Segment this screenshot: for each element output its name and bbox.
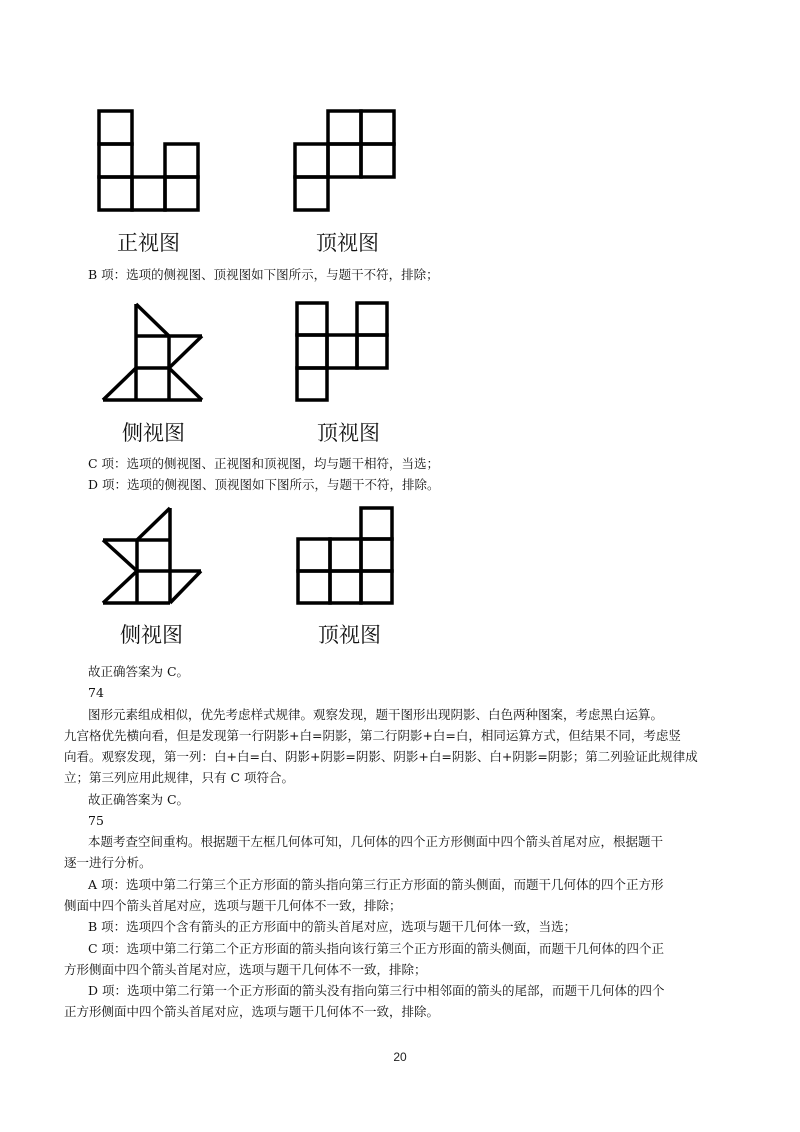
page-number: 20 — [393, 1050, 407, 1064]
d-option-text: D 项：选项的侧视图、顶视图如下图所示，与题干不符，排除。 — [88, 477, 440, 492]
paragraph-line: 本题考查空间重构。根据题干左框几何体可知，几何体的四个正方形侧面中四个箭头首尾对应，根据题干 — [88, 834, 664, 849]
paragraph-line: C 项：选项中第二行第二个正方形面的箭头指向该行第三个正方形面的箭头侧面，而题干几何体的四个正 — [88, 941, 665, 956]
paragraph-line: 图形元素组成相似，优先考虑样式规律。观察发现，题干图形出现阴影、白色两种图案，考虑黑白运算。 — [88, 707, 664, 722]
paragraph-line: B 项：选项四个含有箭头的正方形面中的箭头首尾对应，选项与题干几何体一致，当选； — [88, 919, 577, 934]
paragraph-line: 立；第三列应用此规律，只有 C 项符合。 — [64, 770, 295, 785]
question-number: 75 — [88, 813, 104, 828]
paragraph-line: 向看。观察发现，第一列：白+白=白、阴影+阴影=阴影、阴影+白=阴影、白+阴影=阴影；第二列验证此规律成 — [64, 749, 698, 764]
paragraph-line: 方形侧面中四个箭头首尾对应，选项与题干几何体不一致，排除； — [64, 962, 427, 977]
caption-top-view: 顶视图 — [318, 623, 381, 647]
paragraph-line: 正方形侧面中四个箭头首尾对应，选项与题干几何体不一致，排除。 — [64, 1004, 440, 1019]
b-option-text: B 项：选项的侧视图、顶视图如下图所示，与题干不符，排除； — [88, 267, 439, 282]
paragraph-line: 侧面中四个箭头首尾对应，选项与题干几何体不一致，排除； — [64, 898, 402, 913]
caption-side-view: 侧视图 — [120, 623, 183, 647]
caption-top-view: 顶视图 — [317, 421, 380, 445]
caption-front-view: 正视图 — [117, 231, 180, 255]
paragraph-line: 逐一进行分析。 — [64, 855, 152, 870]
side-view-figure-3 — [100, 505, 204, 607]
top-view-figure-2 — [294, 300, 390, 404]
c-option-text: C 项：选项的侧视图、正视图和顶视图，均与题干相符，当选； — [88, 456, 440, 471]
paragraph-line: 九宫格优先横向看，但是发现第一行阴影+白=阴影，第二行阴影+白=白，相同运算方式，但结果不同，考虑竖 — [64, 728, 681, 743]
top-view-figure-1 — [292, 108, 398, 214]
paragraph-line: D 项：选项中第二行第一个正方形面的箭头没有指向第三行中相邻面的箭头的尾部，而题干几何体的四个 — [88, 983, 665, 998]
caption-side-view: 侧视图 — [122, 421, 185, 445]
answer-text: 故正确答案为 C。 — [88, 664, 190, 679]
paragraph-line: A 项：选项中第二行第三个正方形面的箭头指向第三行正方形面的箭头侧面，而题干几何体的四个正方形 — [88, 877, 664, 892]
side-view-figure-2 — [100, 300, 208, 404]
front-view-figure-1 — [96, 108, 202, 214]
question-number: 74 — [88, 685, 104, 700]
top-view-figure-3 — [295, 505, 395, 607]
answer-text: 故正确答案为 C。 — [88, 792, 190, 807]
caption-top-view: 顶视图 — [316, 231, 379, 255]
